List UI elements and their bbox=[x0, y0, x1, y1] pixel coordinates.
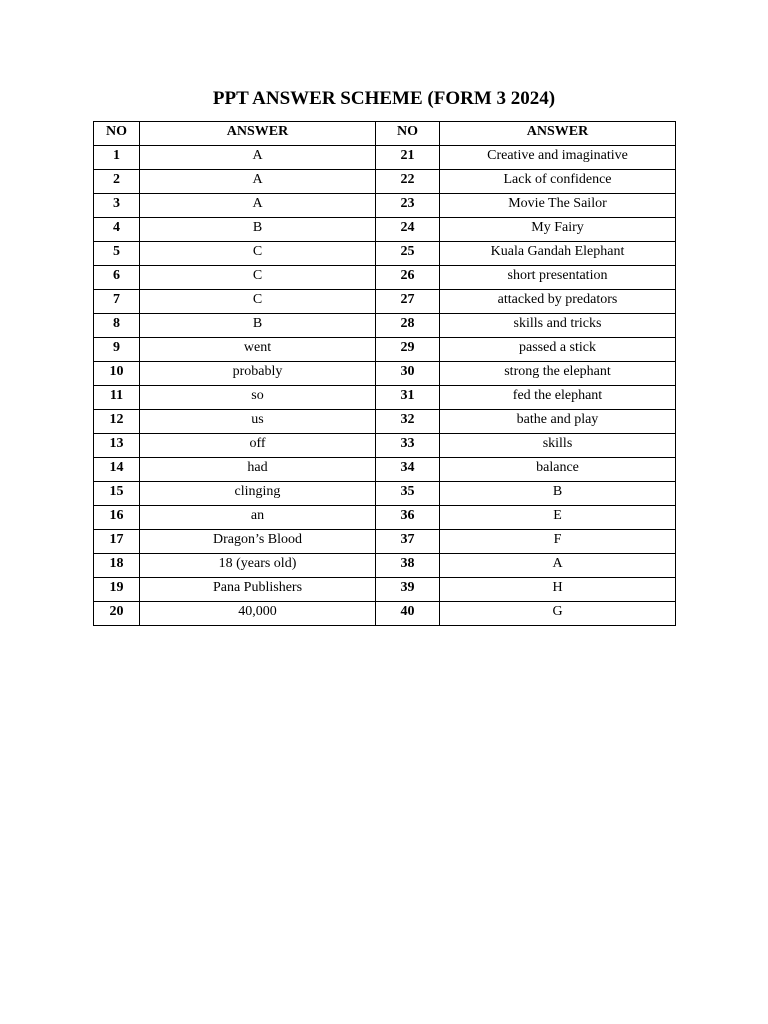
answer-cell: so bbox=[140, 386, 376, 410]
question-number: 18 bbox=[94, 554, 140, 578]
table-row bbox=[94, 290, 676, 314]
question-number: 30 bbox=[376, 362, 440, 386]
answer-cell: passed a stick bbox=[440, 338, 676, 362]
question-number: 21 bbox=[376, 146, 440, 170]
answer-cell: C bbox=[140, 290, 376, 314]
table-row bbox=[94, 338, 676, 362]
answer-cell: skills bbox=[440, 434, 676, 458]
table-row bbox=[94, 578, 676, 602]
question-number: 14 bbox=[94, 458, 140, 482]
table-header-row bbox=[94, 122, 676, 146]
answer-cell: A bbox=[140, 194, 376, 218]
table-row bbox=[94, 146, 676, 170]
table-row bbox=[94, 218, 676, 242]
answer-cell: bathe and play bbox=[440, 410, 676, 434]
table-row bbox=[94, 458, 676, 482]
question-number: 35 bbox=[376, 482, 440, 506]
question-number: 8 bbox=[94, 314, 140, 338]
answer-cell: short presentation bbox=[440, 266, 676, 290]
answer-cell: attacked by predators bbox=[440, 290, 676, 314]
answer-cell: us bbox=[140, 410, 376, 434]
table-row bbox=[94, 386, 676, 410]
answer-rows bbox=[94, 146, 676, 626]
answer-cell: balance bbox=[440, 458, 676, 482]
question-number: 2 bbox=[94, 170, 140, 194]
table-row bbox=[94, 410, 676, 434]
question-number: 1 bbox=[94, 146, 140, 170]
answer-cell: G bbox=[440, 602, 676, 626]
question-number: 36 bbox=[376, 506, 440, 530]
answer-cell: off bbox=[140, 434, 376, 458]
question-number: 3 bbox=[94, 194, 140, 218]
question-number: 33 bbox=[376, 434, 440, 458]
answer-table bbox=[93, 121, 676, 626]
question-number: 25 bbox=[376, 242, 440, 266]
answer-cell: C bbox=[140, 266, 376, 290]
header-no-left: NO bbox=[94, 122, 140, 146]
question-number: 6 bbox=[94, 266, 140, 290]
question-number: 13 bbox=[94, 434, 140, 458]
table-row bbox=[94, 434, 676, 458]
answer-cell: Movie The Sailor bbox=[440, 194, 676, 218]
question-number: 17 bbox=[94, 530, 140, 554]
answer-cell: an bbox=[140, 506, 376, 530]
header-no-right: NO bbox=[376, 122, 440, 146]
question-number: 29 bbox=[376, 338, 440, 362]
question-number: 20 bbox=[94, 602, 140, 626]
answer-cell: skills and tricks bbox=[440, 314, 676, 338]
question-number: 39 bbox=[376, 578, 440, 602]
answer-cell: went bbox=[140, 338, 376, 362]
answer-cell: probably bbox=[140, 362, 376, 386]
question-number: 12 bbox=[94, 410, 140, 434]
answer-cell: B bbox=[140, 218, 376, 242]
page-title: PPT ANSWER SCHEME (FORM 3 2024) bbox=[212, 88, 556, 109]
answer-cell: Creative and imaginative bbox=[440, 146, 676, 170]
question-number: 27 bbox=[376, 290, 440, 314]
answer-cell: Pana Publishers bbox=[140, 578, 376, 602]
answer-cell: Kuala Gandah Elephant bbox=[440, 242, 676, 266]
answer-cell: had bbox=[140, 458, 376, 482]
answer-cell: A bbox=[140, 146, 376, 170]
question-number: 26 bbox=[376, 266, 440, 290]
header-answer-right: ANSWER bbox=[440, 122, 676, 146]
table-row bbox=[94, 194, 676, 218]
answer-cell: H bbox=[440, 578, 676, 602]
question-number: 16 bbox=[94, 506, 140, 530]
table-row bbox=[94, 530, 676, 554]
table-row bbox=[94, 242, 676, 266]
answer-cell: E bbox=[440, 506, 676, 530]
question-number: 9 bbox=[94, 338, 140, 362]
answer-cell: Lack of confidence bbox=[440, 170, 676, 194]
question-number: 38 bbox=[376, 554, 440, 578]
question-number: 40 bbox=[376, 602, 440, 626]
answer-cell: strong the elephant bbox=[440, 362, 676, 386]
header-answer-left: ANSWER bbox=[140, 122, 376, 146]
answer-cell: A bbox=[440, 554, 676, 578]
question-number: 37 bbox=[376, 530, 440, 554]
table-row bbox=[94, 266, 676, 290]
answer-cell: C bbox=[140, 242, 376, 266]
question-number: 4 bbox=[94, 218, 140, 242]
question-number: 10 bbox=[94, 362, 140, 386]
question-number: 32 bbox=[376, 410, 440, 434]
question-number: 11 bbox=[94, 386, 140, 410]
table-row bbox=[94, 506, 676, 530]
question-number: 24 bbox=[376, 218, 440, 242]
answer-cell: Dragon’s Blood bbox=[140, 530, 376, 554]
question-number: 34 bbox=[376, 458, 440, 482]
table-row bbox=[94, 314, 676, 338]
question-number: 7 bbox=[94, 290, 140, 314]
question-number: 19 bbox=[94, 578, 140, 602]
answer-cell: B bbox=[140, 314, 376, 338]
answer-cell: fed the elephant bbox=[440, 386, 676, 410]
table-row bbox=[94, 554, 676, 578]
answer-cell: B bbox=[440, 482, 676, 506]
question-number: 23 bbox=[376, 194, 440, 218]
answer-cell: 18 (years old) bbox=[140, 554, 376, 578]
answer-cell: My Fairy bbox=[440, 218, 676, 242]
answer-cell: A bbox=[140, 170, 376, 194]
table-row bbox=[94, 170, 676, 194]
question-number: 28 bbox=[376, 314, 440, 338]
question-number: 31 bbox=[376, 386, 440, 410]
answer-cell: clinging bbox=[140, 482, 376, 506]
answer-cell: 40,000 bbox=[140, 602, 376, 626]
question-number: 5 bbox=[94, 242, 140, 266]
table-row bbox=[94, 602, 676, 626]
question-number: 22 bbox=[376, 170, 440, 194]
table-row bbox=[94, 362, 676, 386]
answer-cell: F bbox=[440, 530, 676, 554]
table-row bbox=[94, 482, 676, 506]
question-number: 15 bbox=[94, 482, 140, 506]
